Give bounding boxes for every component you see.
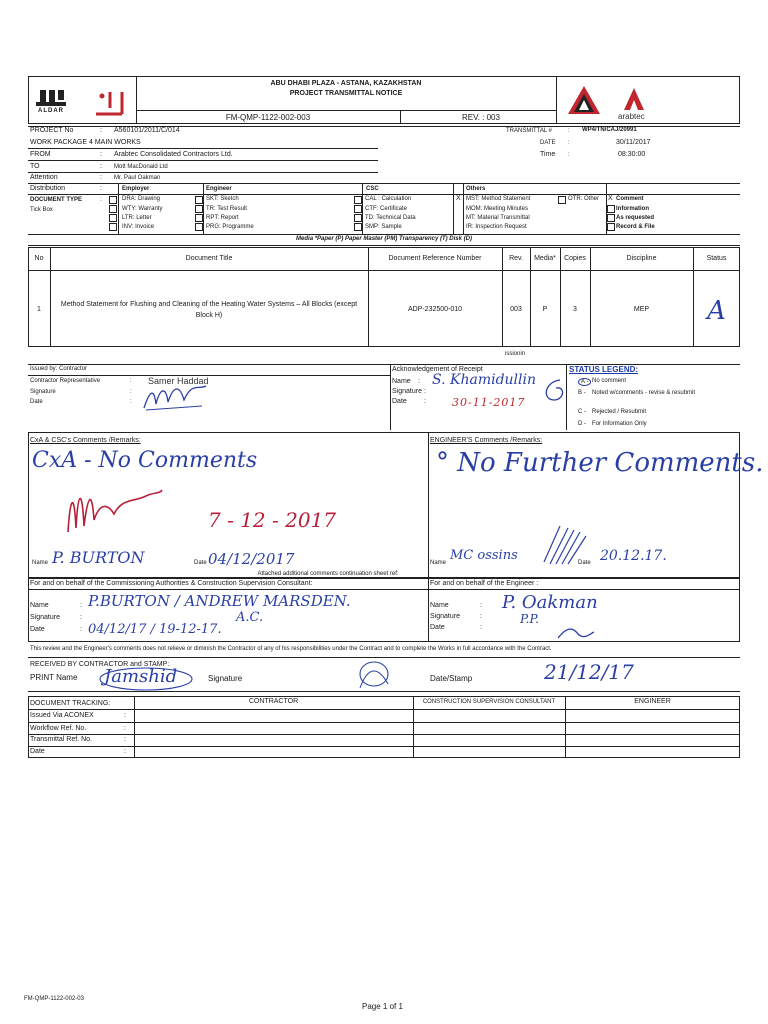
date-label: DATE — [540, 140, 556, 146]
th-no: No — [34, 255, 44, 262]
mst-label: MST: Method Statement — [466, 196, 531, 202]
behalf-csc-names-hand: P.BURTON / ANDREW MARSDEN. — [88, 592, 351, 610]
legend-d-code: D - — [578, 421, 586, 427]
row-rev: 003 — [510, 306, 522, 313]
smp-label: SMP: Sample — [365, 224, 402, 230]
header-title-line2: PROJECT TRANSMITTAL NOTICE — [289, 90, 403, 97]
footer-form-code: FM-QMP-1122-002-03 — [24, 996, 84, 1002]
cal-checkbox[interactable] — [354, 196, 362, 204]
dist-csc: CSC — [366, 186, 379, 192]
footer-page: Page 1 of 1 — [362, 1002, 403, 1011]
dra-label: DRA: Drawing — [122, 196, 161, 202]
row-title: Method Statement for Flushing and Cleaning of the Heating Water Systems – All Blocks (except Block H) — [60, 301, 358, 319]
information-checkbox[interactable] — [607, 205, 615, 213]
oth-label: OTR: Other — [568, 196, 600, 202]
row-no: 1 — [37, 306, 41, 313]
time-label: Time — [540, 151, 556, 158]
contractor-rep-name: Samer Haddad — [148, 376, 209, 386]
disclaimer: This review and the Engineer's comments does not relieve or diminish the Contractor of any of his responsibilities under the Contract and to complete the Works in full accordance with the Contract. — [30, 646, 552, 652]
transmittal-label: TRANSMITTAL # — [506, 128, 553, 134]
tracking-row-date: Date — [30, 748, 45, 755]
behalf-eng-sig-label: Signature — [430, 613, 460, 620]
legend-b-code: B - — [578, 390, 586, 396]
inv-label: INV: Invoice — [122, 224, 155, 230]
ack-name-hand: S. Khamidullin — [432, 372, 536, 388]
behalf-csc-label: For and on behalf of the Commissioning Authorities & Construction Supervision Consultant: — [30, 580, 313, 587]
inv-checkbox[interactable] — [109, 223, 117, 231]
ack-date-hand: 30-11-2017 — [452, 396, 526, 409]
mt-label: MT: Material Transmittal — [466, 215, 530, 221]
tracking-contractor: CONTRACTOR — [248, 698, 299, 705]
row-discipline: MEP — [633, 306, 650, 313]
dra-checkbox[interactable] — [109, 196, 117, 204]
comment-checked-mark: X — [608, 195, 613, 202]
ltr-checkbox[interactable] — [109, 214, 117, 222]
csc-comment-date-hand: 7 - 12 - 2017 — [208, 508, 337, 532]
eng-name-label: Name — [430, 560, 447, 566]
media-line: Media *Paper (P) Paper Master (PM) Transparency (T) Disk (D) — [296, 236, 472, 242]
ack-sig-label: Signature — [392, 388, 422, 395]
tr-label: TR: Test Result — [206, 206, 247, 212]
row-copies: 3 — [573, 306, 577, 313]
dist-engineer: Engineer — [206, 186, 232, 192]
received-date-hand: 21/12/17 — [544, 660, 634, 684]
information-label: Information — [616, 206, 649, 212]
oth-checkbox[interactable] — [558, 196, 566, 204]
contractor-sig-label: Signature — [30, 389, 56, 395]
wty-label: WTY: Warranty — [122, 206, 163, 212]
received-label: RECEIVED BY CONTRACTOR and STAMP: — [30, 661, 170, 668]
record-file-label: Record & File — [616, 224, 655, 230]
project-no-label: PROJECT No — [30, 127, 74, 134]
form-code: FM-QMP-1122-002-003 — [225, 113, 311, 122]
arabtec-logo-text: arabtec — [618, 112, 645, 121]
legend-b-text: Noted w/comments - revise & resubmit — [592, 390, 696, 396]
prg-checkbox[interactable] — [195, 223, 203, 231]
behalf-eng-sig-hand: P.P. — [520, 612, 539, 626]
ack-date-label: Date — [392, 398, 407, 405]
behalf-eng-label: For and on behalf of the Engineer : — [430, 580, 539, 587]
as-requested-checkbox[interactable] — [607, 214, 615, 222]
th-status: Status — [706, 255, 727, 262]
tracking-csc: CONSTRUCTION SUPERVISION CONSULTANT — [422, 699, 556, 705]
project-no-value: A560101/2011/C/014 — [114, 127, 180, 134]
record-file-checkbox[interactable] — [607, 223, 615, 231]
tracking-engineer: ENGINEER — [634, 698, 671, 705]
ack-receipt-label: Acknowledgement of Receipt — [392, 366, 483, 373]
tracking-row-workflow: Workflow Ref. No. — [30, 725, 87, 732]
eng-name-hand: MC ossins — [450, 548, 518, 563]
behalf-csc-date-label: Date — [30, 626, 45, 633]
behalf-csc-name-label: Name — [30, 602, 49, 609]
print-name-label: PRINT Name — [30, 673, 78, 682]
legend-c-code: C - — [578, 409, 586, 415]
aldar-logo — [34, 86, 74, 120]
th-document-title: Document Title — [185, 255, 233, 262]
ctf-label: CTF: Certificate — [365, 206, 408, 212]
distribution-label: Distribution — [30, 185, 66, 192]
mission-fragment: issionin — [505, 351, 526, 357]
row-ref: ADP-232500-010 — [407, 306, 463, 313]
date-value: 30/11/2017 — [616, 139, 651, 146]
tracking-title: DOCUMENT TRACKING: — [30, 700, 111, 707]
th-media: Media* — [534, 255, 556, 262]
aldar-arabic-mark-icon — [92, 86, 132, 120]
behalf-csc-sig-label: Signature — [30, 614, 60, 621]
print-name-hand: Jamshid — [104, 666, 178, 687]
arabtec-triangle-logo-icon — [566, 84, 602, 116]
th-rev: Rev. — [509, 255, 523, 262]
to-label: TO — [30, 163, 40, 170]
behalf-eng-date-label: Date — [430, 624, 445, 631]
smp-checkbox[interactable] — [354, 223, 362, 231]
td-label: TD: Technical Data — [365, 215, 416, 221]
print-name-circle-icon — [98, 666, 194, 692]
eng-date-hand: 20.12.17. — [600, 548, 667, 564]
rpt-label: RPT: Report — [206, 215, 239, 221]
from-value: Arabtec Consolidated Contractors Ltd. — [114, 151, 233, 158]
th-discipline: Discipline — [626, 255, 657, 262]
eng-date-label: Date — [578, 560, 591, 566]
legend-a-code: A - — [578, 378, 591, 386]
tr-checkbox[interactable] — [195, 205, 203, 213]
received-sig-label: Signature — [208, 674, 243, 683]
csc-signature-icon — [64, 480, 164, 540]
td-checkbox[interactable] — [354, 214, 362, 222]
behalf-csc-sig-hand: A.C. — [236, 610, 264, 625]
csc-date-hand: 04/12/2017 — [208, 550, 295, 568]
ack-signature-icon — [540, 376, 570, 406]
issued-by-label: Issued by: Contractor — [30, 366, 88, 372]
csc-comment-hand: CxA - No Comments — [32, 448, 258, 473]
csc-name-label: Name — [32, 560, 49, 566]
comment-label: Comment — [616, 196, 644, 202]
legend-c-text: Rejected / Resubmit — [592, 409, 647, 415]
skt-checkbox[interactable] — [195, 196, 203, 204]
wty-checkbox[interactable] — [109, 205, 117, 213]
header-title-line1: ABU DHABI PLAZA - ASTANA, KAZAKHSTAN — [270, 80, 422, 87]
legend-d-text: For Information Only — [592, 421, 647, 427]
date-stamp-label: Date/Stamp — [430, 674, 473, 683]
th-document-ref: Document Reference Number — [388, 255, 482, 262]
ctf-checkbox[interactable] — [354, 205, 362, 213]
mom-label: MOM: Meeting Minutes — [466, 206, 529, 212]
dist-others: Others — [466, 186, 486, 192]
csc-comments-label: CxA & CSC's Comments /Remarks: — [30, 437, 141, 444]
continuation-note: Attached additional comments continuation sheet ref: — [257, 571, 399, 577]
from-label: FROM — [30, 151, 51, 158]
dist-employer: Employer — [122, 186, 150, 192]
ack-name-label: Name — [392, 378, 411, 385]
arabtec-arch-logo-icon — [620, 86, 648, 112]
received-stamp-signature-icon — [352, 660, 396, 690]
doc-type-label: DOCUMENT TYPE — [30, 197, 83, 203]
behalf-eng-name-label: Name — [430, 602, 449, 609]
time-value: 08:30:00 — [618, 151, 646, 158]
contractor-rep-label: Contractor Representative — [30, 378, 101, 384]
ltr-label: LTR: Letter — [122, 215, 152, 221]
engineer-comments-label: ENGINEER'S Comments /Remarks: — [430, 437, 543, 444]
to-value: Mott MacDonald Ltd — [114, 164, 168, 170]
skt-label: SKT: Sketch — [206, 196, 239, 202]
cal-label: CAL : Calculation — [365, 196, 412, 202]
tracking-row-transmittal: Transmittal Ref. No. — [30, 736, 92, 743]
aldar-logo-icon — [34, 86, 74, 120]
attention-label: Attention — [30, 174, 58, 181]
row-media: P — [542, 306, 548, 313]
contractor-date-label: Date — [30, 399, 43, 405]
transmittal-value: WP4/TN/CAJ/20991 — [582, 127, 637, 133]
rpt-checkbox[interactable] — [195, 214, 203, 222]
mst-checked-mark: X — [456, 195, 461, 202]
behalf-eng-name-hand: P. Oakman — [502, 592, 598, 613]
tracking-row-aconex: Issued Via ACONEX — [30, 712, 94, 719]
row-status-hand: A — [707, 296, 726, 326]
engineer-comment-hand: ° No Further Comments. — [436, 448, 764, 478]
status-legend-title: STATUS LEGEND: — [569, 365, 639, 374]
form-rev: REV. : 003 — [462, 113, 500, 122]
csc-date-label: Date — [194, 560, 207, 566]
ir-label: IR: Inspection Request — [466, 224, 527, 230]
legend-a-text: No comment — [592, 378, 627, 384]
th-copies: Copies — [564, 255, 586, 262]
as-requested-label: As requested — [616, 215, 655, 221]
behalf-eng-signature-icon — [556, 622, 596, 642]
attention-value: Mr. Paul Oakman — [114, 175, 161, 181]
contractor-signature-icon — [140, 380, 210, 414]
aldar-logo-text: ALDAR — [38, 108, 64, 114]
tick-box-label: Tick Box — [30, 207, 53, 213]
work-package: WORK PACKAGE 4 MAIN WORKS — [30, 139, 141, 146]
csc-name-hand: P. BURTON — [52, 548, 145, 567]
document-table — [28, 247, 740, 347]
prg-label: PRG: Programme — [206, 224, 254, 230]
behalf-csc-date-hand: 04/12/17 / 19-12-17. — [88, 622, 222, 637]
